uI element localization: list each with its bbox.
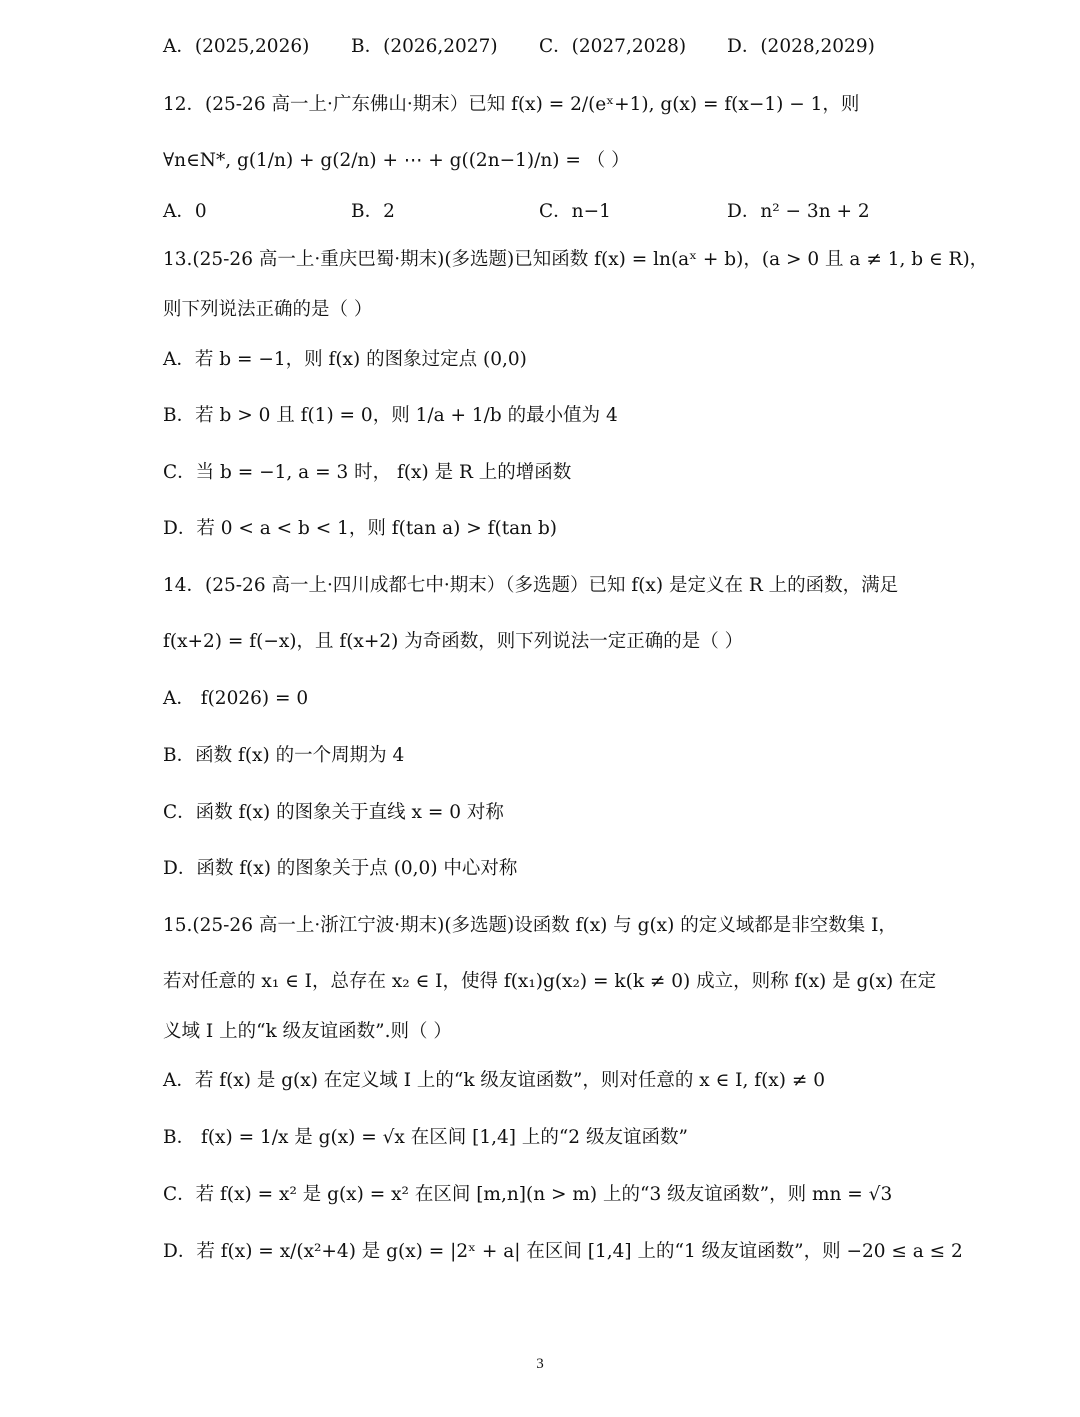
q12-option-c: C．n−1 xyxy=(539,201,611,222)
q11-options xyxy=(163,33,1040,61)
q14-option-b: B．函数 f(x) 的一个周期为 4 xyxy=(163,745,405,766)
q13-stem-line2: 则下列说法正确的是（ ） xyxy=(163,299,373,320)
q15-option-b: B． f(x) = 1/x 是 g(x) = √x 在区间 [1,4] 上的“2 级友谊函数” xyxy=(163,1127,688,1148)
q11-option-d: D．(2028,2029) xyxy=(727,36,875,57)
q14-stem-line1: 14．(25-26 高一上·四川成都七中·期末）（多选题）已知 f(x) 是定义在 R 上的函数，满足 xyxy=(163,575,899,596)
q13-option-b: B．若 b > 0 且 f(1) = 0，则 1/a + 1/b 的最小值为 4 xyxy=(163,405,618,426)
page-number: 3 xyxy=(536,1356,544,1372)
q13-option-a: A．若 b = −1，则 f(x) 的图象过定点 (0,0) xyxy=(163,349,527,370)
q11-option-b: B．(2026,2027) xyxy=(351,36,498,57)
q14-option-a: A． f(2026) = 0 xyxy=(163,688,309,709)
q11-option-c: C．(2027,2028) xyxy=(539,36,687,57)
q13-option-d: D．若 0 < a < b < 1，则 f(tan a) > f(tan b) xyxy=(163,518,558,539)
q14-stem-line2: f(x+2) = f(−x)，且 f(x+2) 为奇函数，则下列说法一定正确的是（ ） xyxy=(163,631,744,652)
q15-option-d: D．若 f(x) = x/(x²+4) 是 g(x) = |2ˣ + a| 在区间 [1,4] 上的“1 级友谊函数”，则 −20 ≤ a ≤ 2 xyxy=(163,1241,963,1262)
q14-option-c: C．函数 f(x) 的图象关于直线 x = 0 对称 xyxy=(163,802,504,823)
q12-stem-line1: 12．(25-26 高一上·广东佛山·期末）已知 f(x) = 2/(eˣ+1), g(x) = f(x−1) − 1，则 xyxy=(163,94,860,115)
q15-stem-line2: 若对任意的 x₁ ∈ I，总存在 x₂ ∈ I，使得 f(x₁)g(x₂) = k(k ≠ 0) 成立，则称 f(x) 是 g(x) 在定 xyxy=(163,971,937,992)
q12-stem-line2: ∀n∈N*, g(1/n) + g(2/n) + ⋯ + g((2n−1)/n) = （ ） xyxy=(163,150,630,171)
q15-option-c: C．若 f(x) = x² 是 g(x) = x² 在区间 [m,n](n > m) 上的“3 级友谊函数”，则 mn = √3 xyxy=(163,1184,893,1205)
q15-stem-line3: 义域 I 上的“k 级友谊函数”.则（ ） xyxy=(163,1021,452,1042)
q11-option-a: A．(2025,2026) xyxy=(163,36,310,57)
q15-option-a: A．若 f(x) 是 g(x) 在定义域 I 上的“k 级友谊函数”，则对任意的 x ∈ I, f(x) ≠ 0 xyxy=(163,1070,825,1091)
q12-option-b: B．2 xyxy=(351,201,395,222)
q14-option-d: D．函数 f(x) 的图象关于点 (0,0) 中心对称 xyxy=(163,858,518,879)
q12-option-d: D．n² − 3n + 2 xyxy=(727,201,870,222)
q12-option-a: A．0 xyxy=(163,201,207,222)
q13-option-c: C．当 b = −1, a = 3 时， f(x) 是 R 上的增函数 xyxy=(163,462,572,483)
q13-stem-line1: 13.(25-26 高一上·重庆巴蜀·期末)(多选题)已知函数 f(x) = ln(aˣ + b)，(a > 0 且 a ≠ 1, b ∈ R)， xyxy=(163,249,989,270)
q12-options xyxy=(163,198,1040,226)
q15-stem-line1: 15.(25-26 高一上·浙江宁波·期末)(多选题)设函数 f(x) 与 g(x) 的定义域都是非空数集 I， xyxy=(163,915,897,936)
